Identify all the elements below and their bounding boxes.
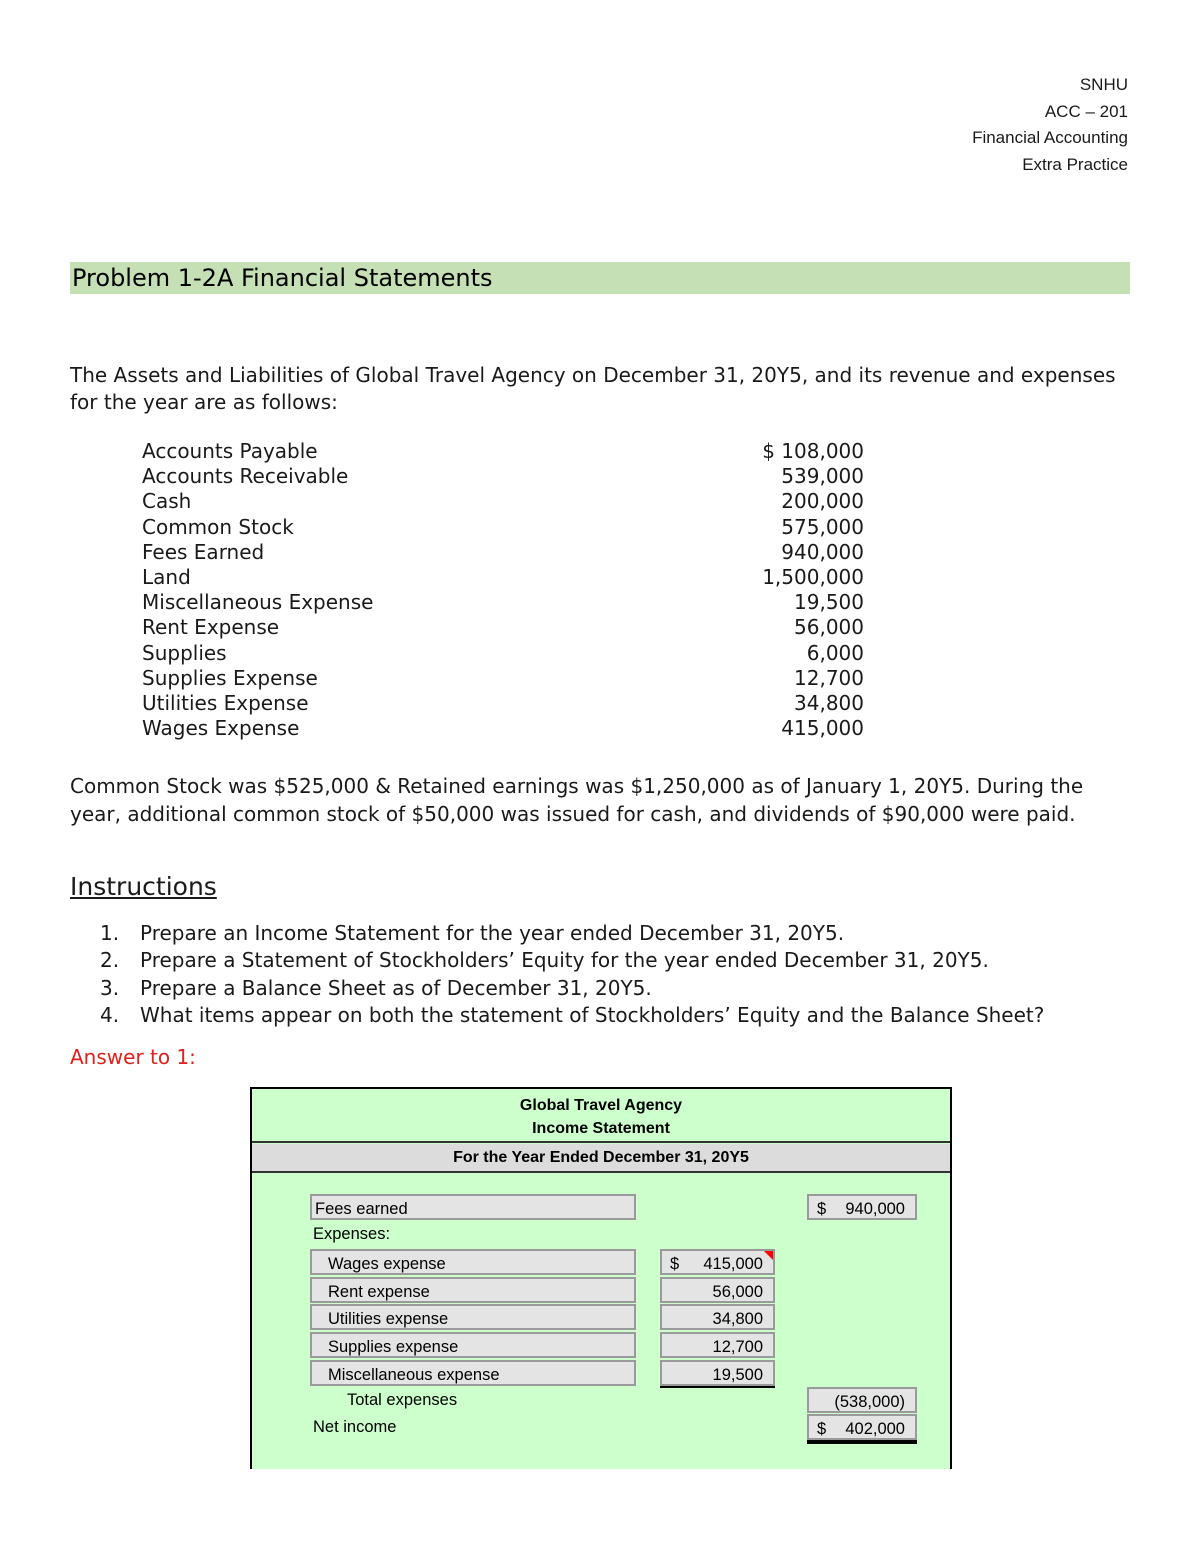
instruction-number: 3. bbox=[100, 975, 120, 1000]
account-name: Miscellaneous Expense bbox=[142, 590, 374, 615]
account-name: Accounts Receivable bbox=[142, 464, 349, 489]
instruction-item bbox=[100, 1002, 1160, 1029]
expense-label-cell[interactable]: Miscellaneous expense bbox=[310, 1360, 636, 1386]
double-underline bbox=[807, 1440, 917, 1444]
company-name: Global Travel Agency bbox=[519, 1097, 683, 1114]
account-amount: 19,500 bbox=[794, 590, 864, 615]
instructions-list bbox=[100, 920, 1160, 1029]
statement-period: For the Year Ended December 31, 20Y5 bbox=[252, 1144, 950, 1173]
account-row bbox=[142, 615, 864, 640]
cell-value: (538,000) bbox=[834, 1393, 905, 1411]
account-amount: 1,500,000 bbox=[762, 565, 864, 590]
problem-note: Common Stock was $525,000 & Retained earnings was $1,250,000 as of January 1, 20Y5. During the year, additional common stock of $50,000 was issued for cash, and dividends of $90,000 were paid. bbox=[70, 774, 1084, 826]
heading-divider bbox=[252, 1141, 950, 1143]
problem-intro: The Assets and Liabilities of Global Travel Agency on December 31, 20Y5, and its revenue and expenses for the year are as follows: bbox=[70, 363, 1116, 414]
account-row bbox=[142, 464, 864, 489]
expense-label-cell[interactable]: Rent expense bbox=[310, 1277, 636, 1303]
expenses-label: Expenses: bbox=[313, 1225, 391, 1243]
account-row bbox=[142, 641, 864, 666]
account-amount: 6,000 bbox=[806, 640, 864, 665]
account-amount: 56,000 bbox=[794, 615, 864, 640]
expense-label-cell[interactable]: Supplies expense bbox=[310, 1332, 636, 1358]
account-name: Supplies Expense bbox=[142, 665, 318, 690]
expense-label-cell[interactable]: Wages expense bbox=[310, 1249, 636, 1275]
account-row bbox=[142, 590, 864, 615]
expense-value-cell[interactable] bbox=[660, 1277, 775, 1303]
account-row bbox=[142, 716, 864, 741]
account-row bbox=[142, 489, 864, 514]
instruction-number: 1. bbox=[100, 921, 120, 945]
account-row bbox=[142, 691, 864, 716]
account-name: Wages Expense bbox=[142, 716, 300, 741]
cell-value: 402,000 bbox=[845, 1420, 905, 1438]
account-name: Supplies bbox=[142, 640, 227, 665]
account-name: Land bbox=[142, 565, 191, 590]
account-amount: 200,000 bbox=[781, 489, 864, 514]
account-row bbox=[142, 565, 864, 590]
instruction-text: Prepare a Balance Sheet as of December 31, 20Y5. bbox=[140, 975, 652, 1000]
instruction-text: What items appear on both the statement of Stockholders’ Equity and the Balance Sheet? bbox=[140, 1002, 1045, 1027]
total-expenses-cell[interactable] bbox=[807, 1387, 917, 1413]
income-statement-sheet bbox=[250, 1087, 952, 1469]
instruction-number: 4. bbox=[100, 1002, 120, 1027]
account-name: Fees Earned bbox=[142, 539, 265, 564]
cell-value: 34,800 bbox=[712, 1310, 763, 1328]
account-amount: 940,000 bbox=[781, 539, 864, 564]
instruction-item bbox=[100, 975, 1160, 1002]
net-income-label: Net income bbox=[313, 1418, 397, 1436]
cell-value: 56,000 bbox=[712, 1283, 763, 1301]
course-code: ACC – 201 bbox=[1044, 101, 1128, 121]
instructions-heading: Instructions bbox=[70, 872, 217, 901]
expense-label-cell[interactable]: Utilities expense bbox=[310, 1304, 636, 1330]
account-name: Cash bbox=[142, 489, 192, 514]
problem-title-bar bbox=[70, 262, 1130, 294]
account-row bbox=[142, 666, 864, 691]
account-name: Common Stock bbox=[142, 514, 294, 539]
currency-symbol: $ bbox=[817, 1200, 827, 1218]
instruction-number: 2. bbox=[100, 948, 120, 973]
account-row bbox=[142, 540, 864, 565]
cell-value: 19,500 bbox=[712, 1366, 763, 1384]
currency-symbol: $ bbox=[817, 1420, 827, 1438]
instruction-item bbox=[100, 920, 1160, 947]
account-row bbox=[142, 439, 864, 464]
account-amount: 539,000 bbox=[781, 464, 864, 489]
problem-title: Problem 1-2A Financial Statements bbox=[72, 264, 493, 292]
document-type: Extra Practice bbox=[1022, 154, 1128, 174]
answer-label: Answer to 1: bbox=[70, 1045, 196, 1069]
account-amount: $ 108,000 bbox=[762, 439, 864, 463]
subtotal-underline bbox=[660, 1386, 775, 1388]
school-name: SNHU bbox=[1079, 75, 1128, 94]
instruction-text: Prepare an Income Statement for the year ended December 31, 20Y5. bbox=[140, 921, 845, 945]
cell-value: 12,700 bbox=[712, 1338, 763, 1356]
account-list bbox=[142, 439, 864, 741]
statement-heading bbox=[252, 1094, 950, 1140]
fees-earned-value-cell[interactable] bbox=[807, 1194, 917, 1220]
course-subject: Financial Accounting bbox=[972, 128, 1128, 147]
account-amount: 575,000 bbox=[781, 514, 864, 539]
account-row bbox=[142, 515, 864, 540]
account-amount: 34,800 bbox=[794, 691, 864, 716]
account-name: Rent Expense bbox=[142, 615, 280, 640]
expense-value-cell[interactable] bbox=[660, 1332, 775, 1358]
account-name: Utilities Expense bbox=[142, 691, 309, 716]
account-amount: 12,700 bbox=[794, 665, 864, 690]
statement-name: Income Statement bbox=[532, 1120, 670, 1137]
currency-symbol: $ bbox=[670, 1255, 680, 1273]
expense-value-cell[interactable] bbox=[660, 1249, 775, 1275]
account-amount: 415,000 bbox=[781, 716, 864, 741]
document-header bbox=[972, 72, 1128, 178]
cell-value: 415,000 bbox=[703, 1255, 763, 1273]
instruction-text: Prepare a Statement of Stockholders’ Equity for the year ended December 31, 20Y5. bbox=[140, 948, 989, 973]
total-expenses-label: Total expenses bbox=[347, 1391, 458, 1409]
account-name: Accounts Payable bbox=[142, 439, 318, 463]
fees-earned-label-cell[interactable]: Fees earned bbox=[310, 1194, 636, 1220]
net-income-cell[interactable] bbox=[807, 1414, 917, 1440]
cell-value: 940,000 bbox=[845, 1200, 905, 1218]
expense-value-cell[interactable] bbox=[660, 1304, 775, 1330]
expense-value-cell[interactable] bbox=[660, 1360, 775, 1386]
instruction-item bbox=[100, 947, 1160, 974]
comment-indicator-icon bbox=[764, 1251, 773, 1260]
